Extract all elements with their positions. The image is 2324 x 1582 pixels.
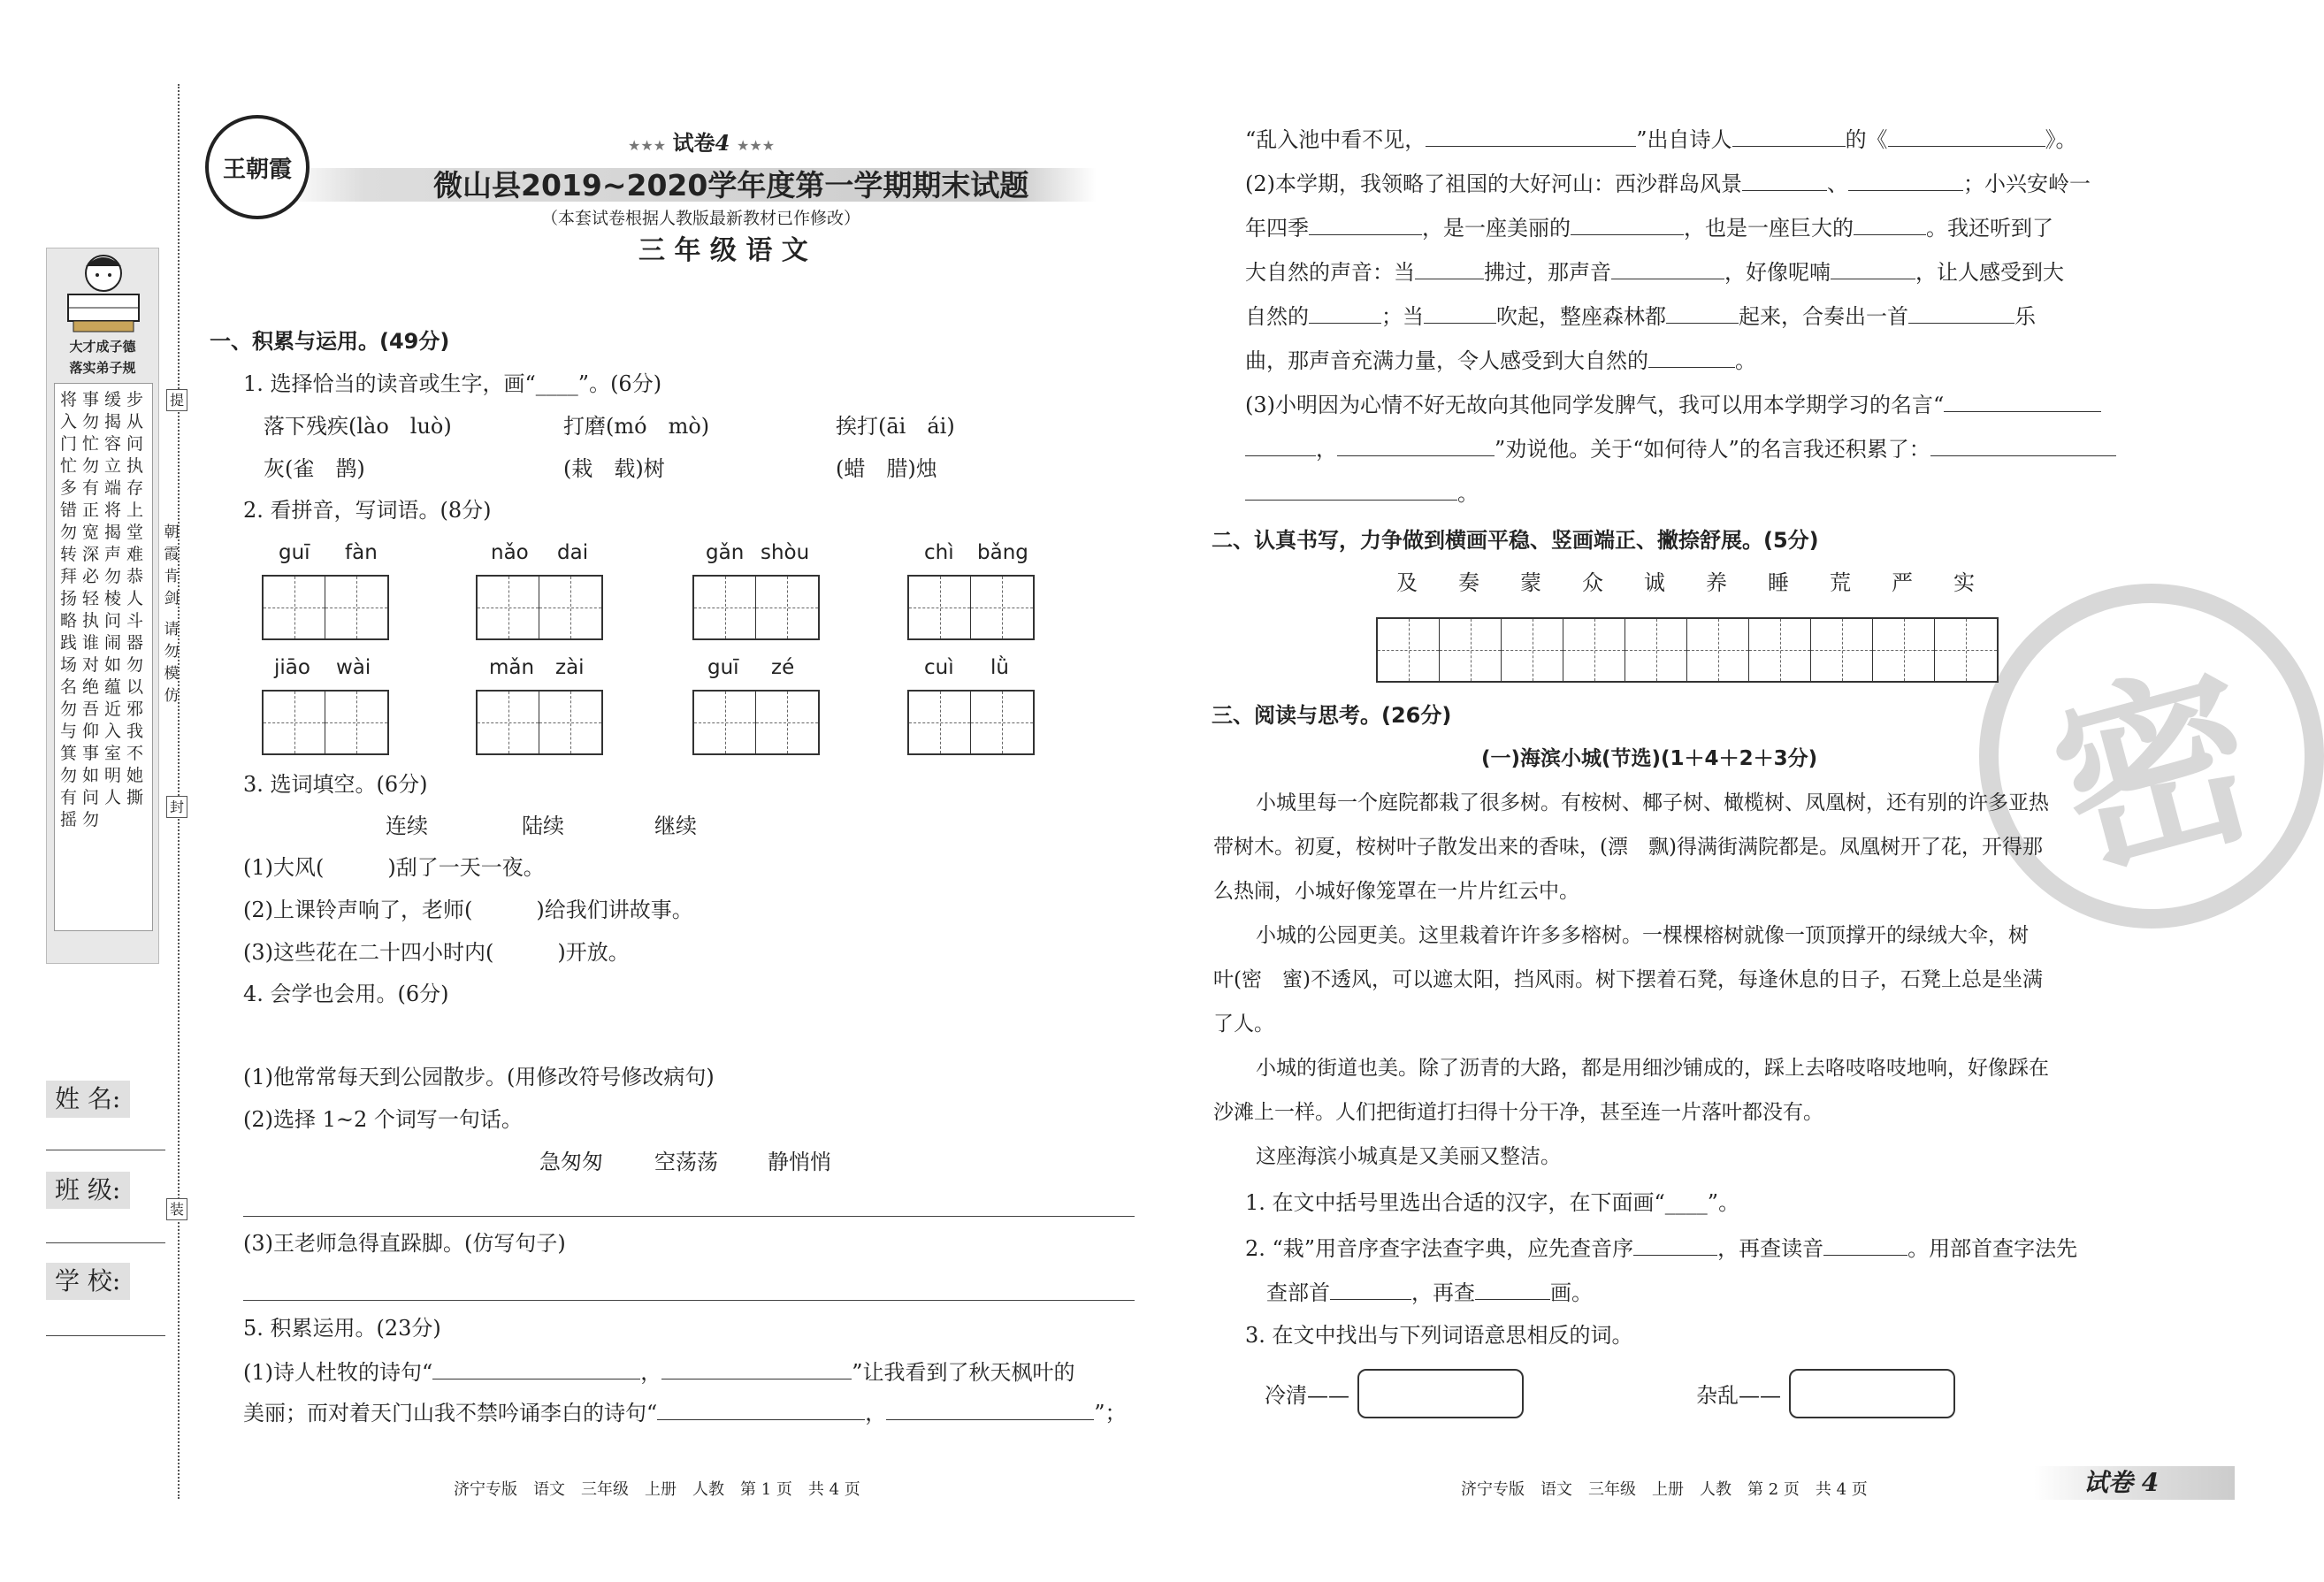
pinyin: mǎn (489, 656, 535, 679)
q1-option[interactable]: 挨打(āi ái) (836, 414, 955, 439)
practice-char: 诚 (1644, 570, 1665, 595)
p2-line-6: 曲，那声音充满力量，令人感受到大自然的 。 (1245, 348, 1756, 373)
practice-char: 及 (1396, 570, 1418, 595)
blank[interactable] (1742, 170, 1827, 191)
blank[interactable] (1908, 302, 2014, 324)
blank[interactable] (661, 1358, 852, 1379)
reading-q2-line-2: 查部首 ，再查 画。 (1266, 1280, 1593, 1305)
exam-number (628, 131, 775, 157)
q4-word: 静悄悄 (768, 1150, 831, 1174)
q4-item: (2)选择 1~2 个词写一句话。 (243, 1107, 523, 1132)
pinyin: zài (555, 656, 585, 679)
q3-word: 继续 (654, 814, 697, 838)
practice-char: 荒 (1830, 570, 1851, 595)
blank[interactable] (1415, 258, 1484, 279)
pinyin: jiāo (274, 656, 310, 679)
blank[interactable] (1732, 126, 1846, 147)
blank[interactable] (1648, 347, 1735, 368)
q5-stem: 5. 积累运用。(23分) (243, 1316, 441, 1341)
watermark-seal (1979, 584, 2324, 929)
practice-char: 蒙 (1520, 570, 1541, 595)
pinyin: dai (557, 541, 589, 564)
reading-line: 小城的街道也美。除了沥青的大路，都是用细沙铺成的，踩上去咯吱咯吱地响，好像踩在 (1256, 1057, 2049, 1080)
reading-line: 小城里每一个庭院都栽了很多树。有桉树、椰子树、橄榄树、凤凰树，还有别的许多亚热 (1256, 791, 2049, 814)
blank[interactable] (1245, 435, 1316, 456)
q1-option[interactable]: (蜡 腊)烛 (836, 456, 937, 481)
blank[interactable] (1930, 435, 2116, 456)
q1-stem: 1. 选择恰当的读音或生字，画“____”。(6分) (243, 371, 662, 396)
writing-grid[interactable] (907, 690, 1035, 755)
blank[interactable] (432, 1358, 640, 1379)
stars-right: ★★★ (737, 137, 776, 154)
stars-left: ★★★ (628, 137, 667, 154)
antonym-answer-box[interactable] (1357, 1369, 1524, 1418)
q1-option[interactable]: (栽 载)树 (563, 456, 665, 481)
reading-line: 小城的公园更美。这里栽着许许多多榕树。一棵棵榕树就像一顶顶撑开的绿绒大伞，树 (1256, 924, 2029, 947)
binding-tab-feng: 封 (166, 796, 187, 818)
scholar-illustration-icon (47, 248, 158, 337)
class-input-line[interactable] (46, 1242, 165, 1243)
practice-char: 睡 (1768, 570, 1789, 595)
exam-grade: 三 年 级 语 文 (638, 235, 808, 266)
page-2-footer: 济宁专版 语文 三年级 上册 人教 第 2 页 共 4 页 (1461, 1480, 1868, 1499)
binding-tab-zhuang: 装 (166, 1198, 187, 1220)
blank[interactable] (1245, 479, 1457, 501)
practice-char: 众 (1582, 570, 1603, 595)
writing-grid[interactable] (692, 690, 820, 755)
q4-word: 急匆匆 (539, 1150, 603, 1174)
exam-badge: 试卷 4 (2083, 1468, 2160, 1497)
sidebar-poem (54, 383, 153, 931)
handwriting-grid[interactable] (1376, 617, 1999, 683)
p2-line-5: 自然的 ；当 吹起，整座森林都 起来，合奏出一首 乐 (1245, 304, 2036, 329)
binding-vertical-text: 请勿模仿 (164, 621, 180, 705)
sidebar-poem-text: 将事缓步入勿揭从门忙容问忙勿立执多有端存错正将上勿宽揭堂转深声难拜必勿恭扬轻棱人略执问斗践谁闹器场对如勿名绝蕴以勿吾近邪与仰入我箕事室不勿如明她有问人撕摇勿 (60, 390, 149, 829)
pinyin: guī (279, 541, 310, 564)
answer-line[interactable] (243, 1216, 1135, 1217)
sidebar-motto-2: 落实弟子规 (69, 360, 136, 376)
blank[interactable] (1944, 391, 2101, 412)
blank[interactable] (1823, 1234, 1907, 1256)
answer-line[interactable] (243, 1300, 1135, 1301)
reading-title: (一)海滨小城(节选)(1＋4＋2＋3分) (1481, 747, 1818, 770)
blank[interactable] (1426, 126, 1636, 147)
exam-subtitle: （本套试卷根据人教版最新教材已作修改） (541, 209, 861, 228)
q4-word: 空荡荡 (654, 1150, 718, 1174)
practice-char: 养 (1706, 570, 1727, 595)
p2-line-9: 。 (1245, 479, 1479, 507)
practice-char: 奏 (1458, 570, 1479, 595)
reading-line: 带树木。初夏，桉树叶子散发出来的香味，(漂 飘)得满街满院都是。凤凰树开了花，开得那 (1213, 836, 2043, 859)
practice-char: 实 (1953, 570, 1975, 595)
sidebar-panel (46, 248, 159, 964)
writing-grid[interactable] (907, 575, 1035, 640)
reading-line: 了人。 (1213, 1013, 1274, 1036)
blank[interactable] (1831, 258, 1915, 279)
writing-grid[interactable] (262, 575, 389, 640)
pinyin: bǎng (977, 541, 1028, 564)
blank[interactable] (886, 1399, 1094, 1420)
pinyin: nǎo (491, 541, 529, 564)
school-label: 学 校: (46, 1263, 130, 1300)
q4-item: (3)王老师急得直跺脚。(仿写句子) (243, 1231, 566, 1256)
pinyin: zé (771, 656, 795, 679)
sidebar-motto-1: 大才成子德 (69, 339, 136, 355)
q5-line-2: 美丽；而对着天门山我不禁吟诵李白的诗句“ ， ”； (243, 1401, 1127, 1425)
q4-stem: 4. 会学也会用。(6分) (243, 982, 449, 1006)
blank[interactable] (1611, 258, 1724, 279)
page-1-footer: 济宁专版 语文 三年级 上册 人教 第 1 页 共 4 页 (454, 1480, 860, 1499)
logo-text: 王朝霞 (222, 156, 292, 183)
pinyin: guī (707, 656, 739, 679)
pinyin: wài (336, 656, 371, 679)
q3-item[interactable]: (3)这些花在二十四小时内( )开放。 (243, 940, 630, 965)
blank[interactable] (1309, 214, 1422, 235)
pinyin: fàn (345, 541, 378, 564)
binding-dotted-line (178, 84, 180, 1499)
reading-line: 沙滩上一样。人们把街道打扫得十分干净，甚至连一片落叶都没有。 (1213, 1101, 1823, 1124)
writing-grid[interactable] (476, 690, 603, 755)
blank[interactable] (1330, 1279, 1411, 1300)
blank[interactable] (1571, 214, 1684, 235)
practice-char: 严 (1892, 570, 1913, 595)
reading-line: 这座海滨小城真是又美丽又整洁。 (1256, 1145, 1561, 1168)
exam-title: 微山县2019~2020学年度第一学期期末试题 (433, 168, 1029, 203)
section-2-heading: 二、认真书写，力争做到横画平稳、竖画端正、撇捺舒展。(5分) (1212, 528, 1819, 553)
antonym-prompt: 冷清—— (1265, 1383, 1349, 1408)
blank[interactable] (1309, 302, 1381, 324)
reading-line: 么热闹，小城好像笼罩在一片片红云中。 (1213, 880, 1579, 903)
p2-line-4: 大自然的声音：当 拂过，那声音 ，好像呢喃 ，让人感受到大 (1245, 260, 2064, 285)
school-input-line[interactable] (46, 1335, 165, 1336)
q1-option[interactable]: 灰(雀 鹊) (264, 456, 365, 481)
pinyin: gǎn (706, 541, 745, 564)
logo (205, 115, 310, 219)
q3-stem: 3. 选词填空。(6分) (243, 772, 428, 797)
practice-chars (1376, 570, 1995, 596)
blank[interactable] (1475, 1279, 1550, 1300)
exam-label: 试卷 (672, 130, 715, 156)
antonym-prompt: 杂乱—— (1696, 1383, 1781, 1408)
section-3-heading: 三、阅读与思考。(26分) (1212, 703, 1452, 728)
antonym-answer-box[interactable] (1789, 1369, 1955, 1418)
p2-line-2: (2)本学期，我领略了祖国的大好河山：西沙群岛风景 、 ；小兴安岭一 (1245, 172, 2091, 196)
p2-line-8: ， ”劝说他。关于“如何待人”的名言我还积累了： (1245, 435, 2116, 462)
binding-tab-ti: 提 (166, 389, 187, 411)
section-1-heading: 一、积累与运用。(49分) (210, 329, 450, 354)
pinyin: chì (924, 541, 954, 564)
blank[interactable] (1848, 170, 1963, 191)
blank[interactable] (1633, 1234, 1717, 1256)
blank[interactable] (1337, 435, 1495, 456)
name-label: 姓 名: (46, 1081, 130, 1118)
blank[interactable] (1888, 126, 2045, 147)
reading-q1: 1. 在文中括号里选出合适的汉字，在下面画“____”。 (1245, 1190, 1740, 1215)
writing-grid[interactable] (692, 575, 820, 640)
blank[interactable] (1424, 302, 1496, 324)
reading-q2-line-1: 2. “栽”用音序查字法查字典，应先查音序 ，再查读音 。用部首查字法先 (1245, 1236, 2078, 1261)
pinyin: lǜ (990, 656, 1009, 679)
q3-item[interactable]: (1)大风( )刮了一天一夜。 (243, 855, 545, 880)
class-label: 班 级: (46, 1172, 130, 1209)
reading-line: 叶(密 蜜)不透风，可以遮太阳，挡风雨。树下摆着石凳，每逢休息的日子，石凳上总是坐满 (1213, 968, 2043, 991)
q3-word: 陆续 (522, 814, 564, 838)
reading-q3: 3. 在文中找出与下列词语意思相反的词。 (1245, 1323, 1633, 1348)
blank[interactable] (1666, 302, 1739, 324)
p2-line-7: (3)小明因为心情不好无故向其他同学发脾气，我可以用本学期学习的名言“ (1245, 391, 2101, 418)
pinyin: cuì (924, 656, 954, 679)
writing-grid[interactable] (476, 575, 603, 640)
watermark-text: 密 (2032, 638, 2280, 907)
p2-line-1: “乱入池中看不见， ”出自诗人 的《 》。 (1245, 127, 2077, 152)
binding-vertical-text: 朝霞肯剑 (164, 524, 180, 608)
pinyin: shòu (761, 541, 810, 564)
q1-option[interactable]: 落下残疾(lào luò) (264, 414, 452, 439)
p2-line-3: 年四季 ，是一座美丽的 ，也是一座巨大的 。我还听到了 (1245, 216, 2053, 241)
q3-word: 连续 (386, 814, 428, 838)
q1-option[interactable]: 打磨(mó mò) (563, 414, 710, 439)
q5-line-1: (1)诗人杜牧的诗句“ ， ”让我看到了秋天枫叶的 (243, 1360, 1075, 1385)
exam-num: 4 (715, 130, 730, 156)
blank[interactable] (657, 1399, 865, 1420)
q4-item: (1)他常常每天到公园散步。(用修改符号修改病句) (243, 1065, 715, 1089)
q2-stem: 2. 看拼音，写词语。(8分) (243, 498, 492, 523)
writing-grid[interactable] (262, 690, 389, 755)
q3-item[interactable]: (2)上课铃声响了，老师( )给我们讲故事。 (243, 898, 693, 922)
blank[interactable] (1854, 214, 1926, 235)
